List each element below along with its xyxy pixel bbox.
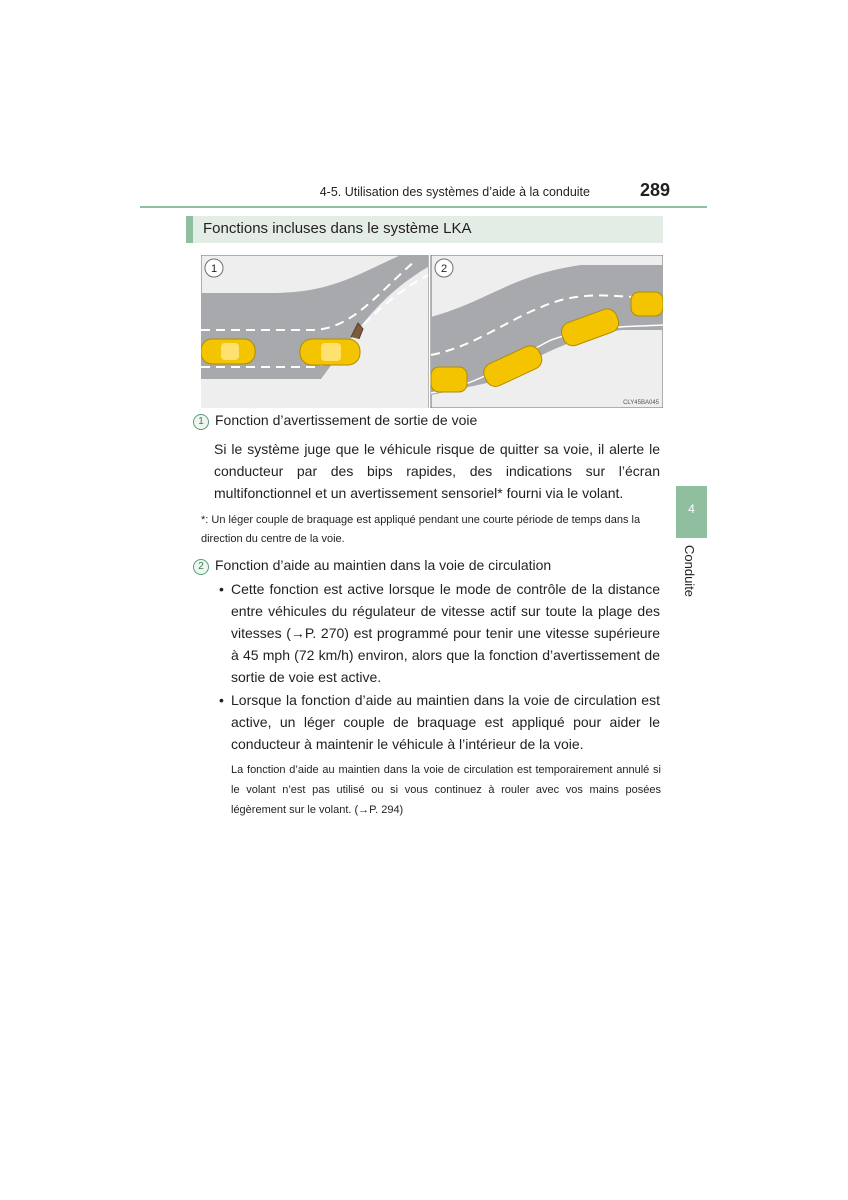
figure-code: CLY45BA045 bbox=[623, 400, 659, 406]
panel-1-label: 1 bbox=[210, 263, 218, 275]
header-divider bbox=[140, 206, 707, 208]
panel-1-lane-departure bbox=[201, 255, 428, 408]
bullet-icon: • bbox=[219, 692, 224, 708]
footnote-text: Un léger couple de braquage est appliqué pendant une courte période de temps dans la direction du centre de la voie. bbox=[201, 514, 641, 545]
lka-illustration-svg bbox=[201, 255, 663, 408]
page-number: 289 bbox=[640, 180, 671, 200]
section-title: Fonctions incluses dans le système LKA bbox=[203, 220, 472, 237]
car-icon bbox=[431, 367, 467, 392]
footnote-mark: *: bbox=[201, 514, 209, 526]
chapter-tab bbox=[676, 486, 707, 538]
section-heading-bar bbox=[186, 216, 663, 243]
panel-2-lane-keeping bbox=[431, 255, 663, 408]
car-icon bbox=[300, 339, 360, 365]
item-1-number-badge: 1 bbox=[193, 414, 209, 430]
panel-2-label: 2 bbox=[440, 263, 448, 275]
chapter-number: 4 bbox=[688, 502, 695, 516]
item-1-heading bbox=[193, 412, 477, 430]
item-2-bullet-2 bbox=[219, 689, 660, 755]
item-2-bullet-1 bbox=[219, 578, 660, 688]
lka-illustration bbox=[201, 255, 663, 408]
panel-2-label-badge bbox=[435, 259, 453, 277]
bullet-2-text: Lorsque la fonction d’aide au maintien dans la voie de circulation est active, un léger couple de braquage est appliqué pour aider le conducteur à maintenir le véhicule à l’intérieur de la voie. bbox=[231, 692, 660, 752]
chapter-label: Conduite bbox=[682, 545, 697, 598]
item-2-title: Fonction d’aide au maintien dans la voie de circulation bbox=[215, 557, 552, 573]
bullet-1-text: Cette fonction est active lorsque le mode de contrôle de la distance entre véhicules du régulateur de vitesse actif sur toute la plage des vitesses (→P. 270) est programmé pour tenir une vitesse supérieure à 45 mph (72 km/h) environ, alors que la fonction d’avertissement de sortie de voie est active. bbox=[231, 581, 660, 685]
item-2-heading bbox=[193, 557, 551, 575]
item-2-note: La fonction d’aide au maintien dans la voie de circulation est temporairement annulé si le volant n’est pas utilisé ou si vous continuez à rouler avec vos mains posées légèrement sur le volant. (→P. 294) bbox=[231, 764, 661, 816]
item-1-body: Si le système juge que le véhicule risque de quitter sa voie, il alerte le conducteur par des bips rapides, des indications sur l’écran multifonctionnel et un avertissement sensoriel* fourni via le volant. bbox=[214, 441, 660, 501]
running-header: 4-5. Utilisation des systèmes d’aide à la conduite bbox=[319, 185, 590, 199]
bullet-icon: • bbox=[219, 581, 224, 597]
item-2-number-badge: 2 bbox=[193, 559, 209, 575]
car-icon bbox=[201, 339, 255, 364]
car-icon bbox=[631, 292, 663, 316]
panel-1-label-badge bbox=[205, 259, 223, 277]
item-1-title: Fonction d’avertissement de sortie de voie bbox=[215, 412, 478, 428]
item-1-footnote bbox=[201, 511, 661, 549]
